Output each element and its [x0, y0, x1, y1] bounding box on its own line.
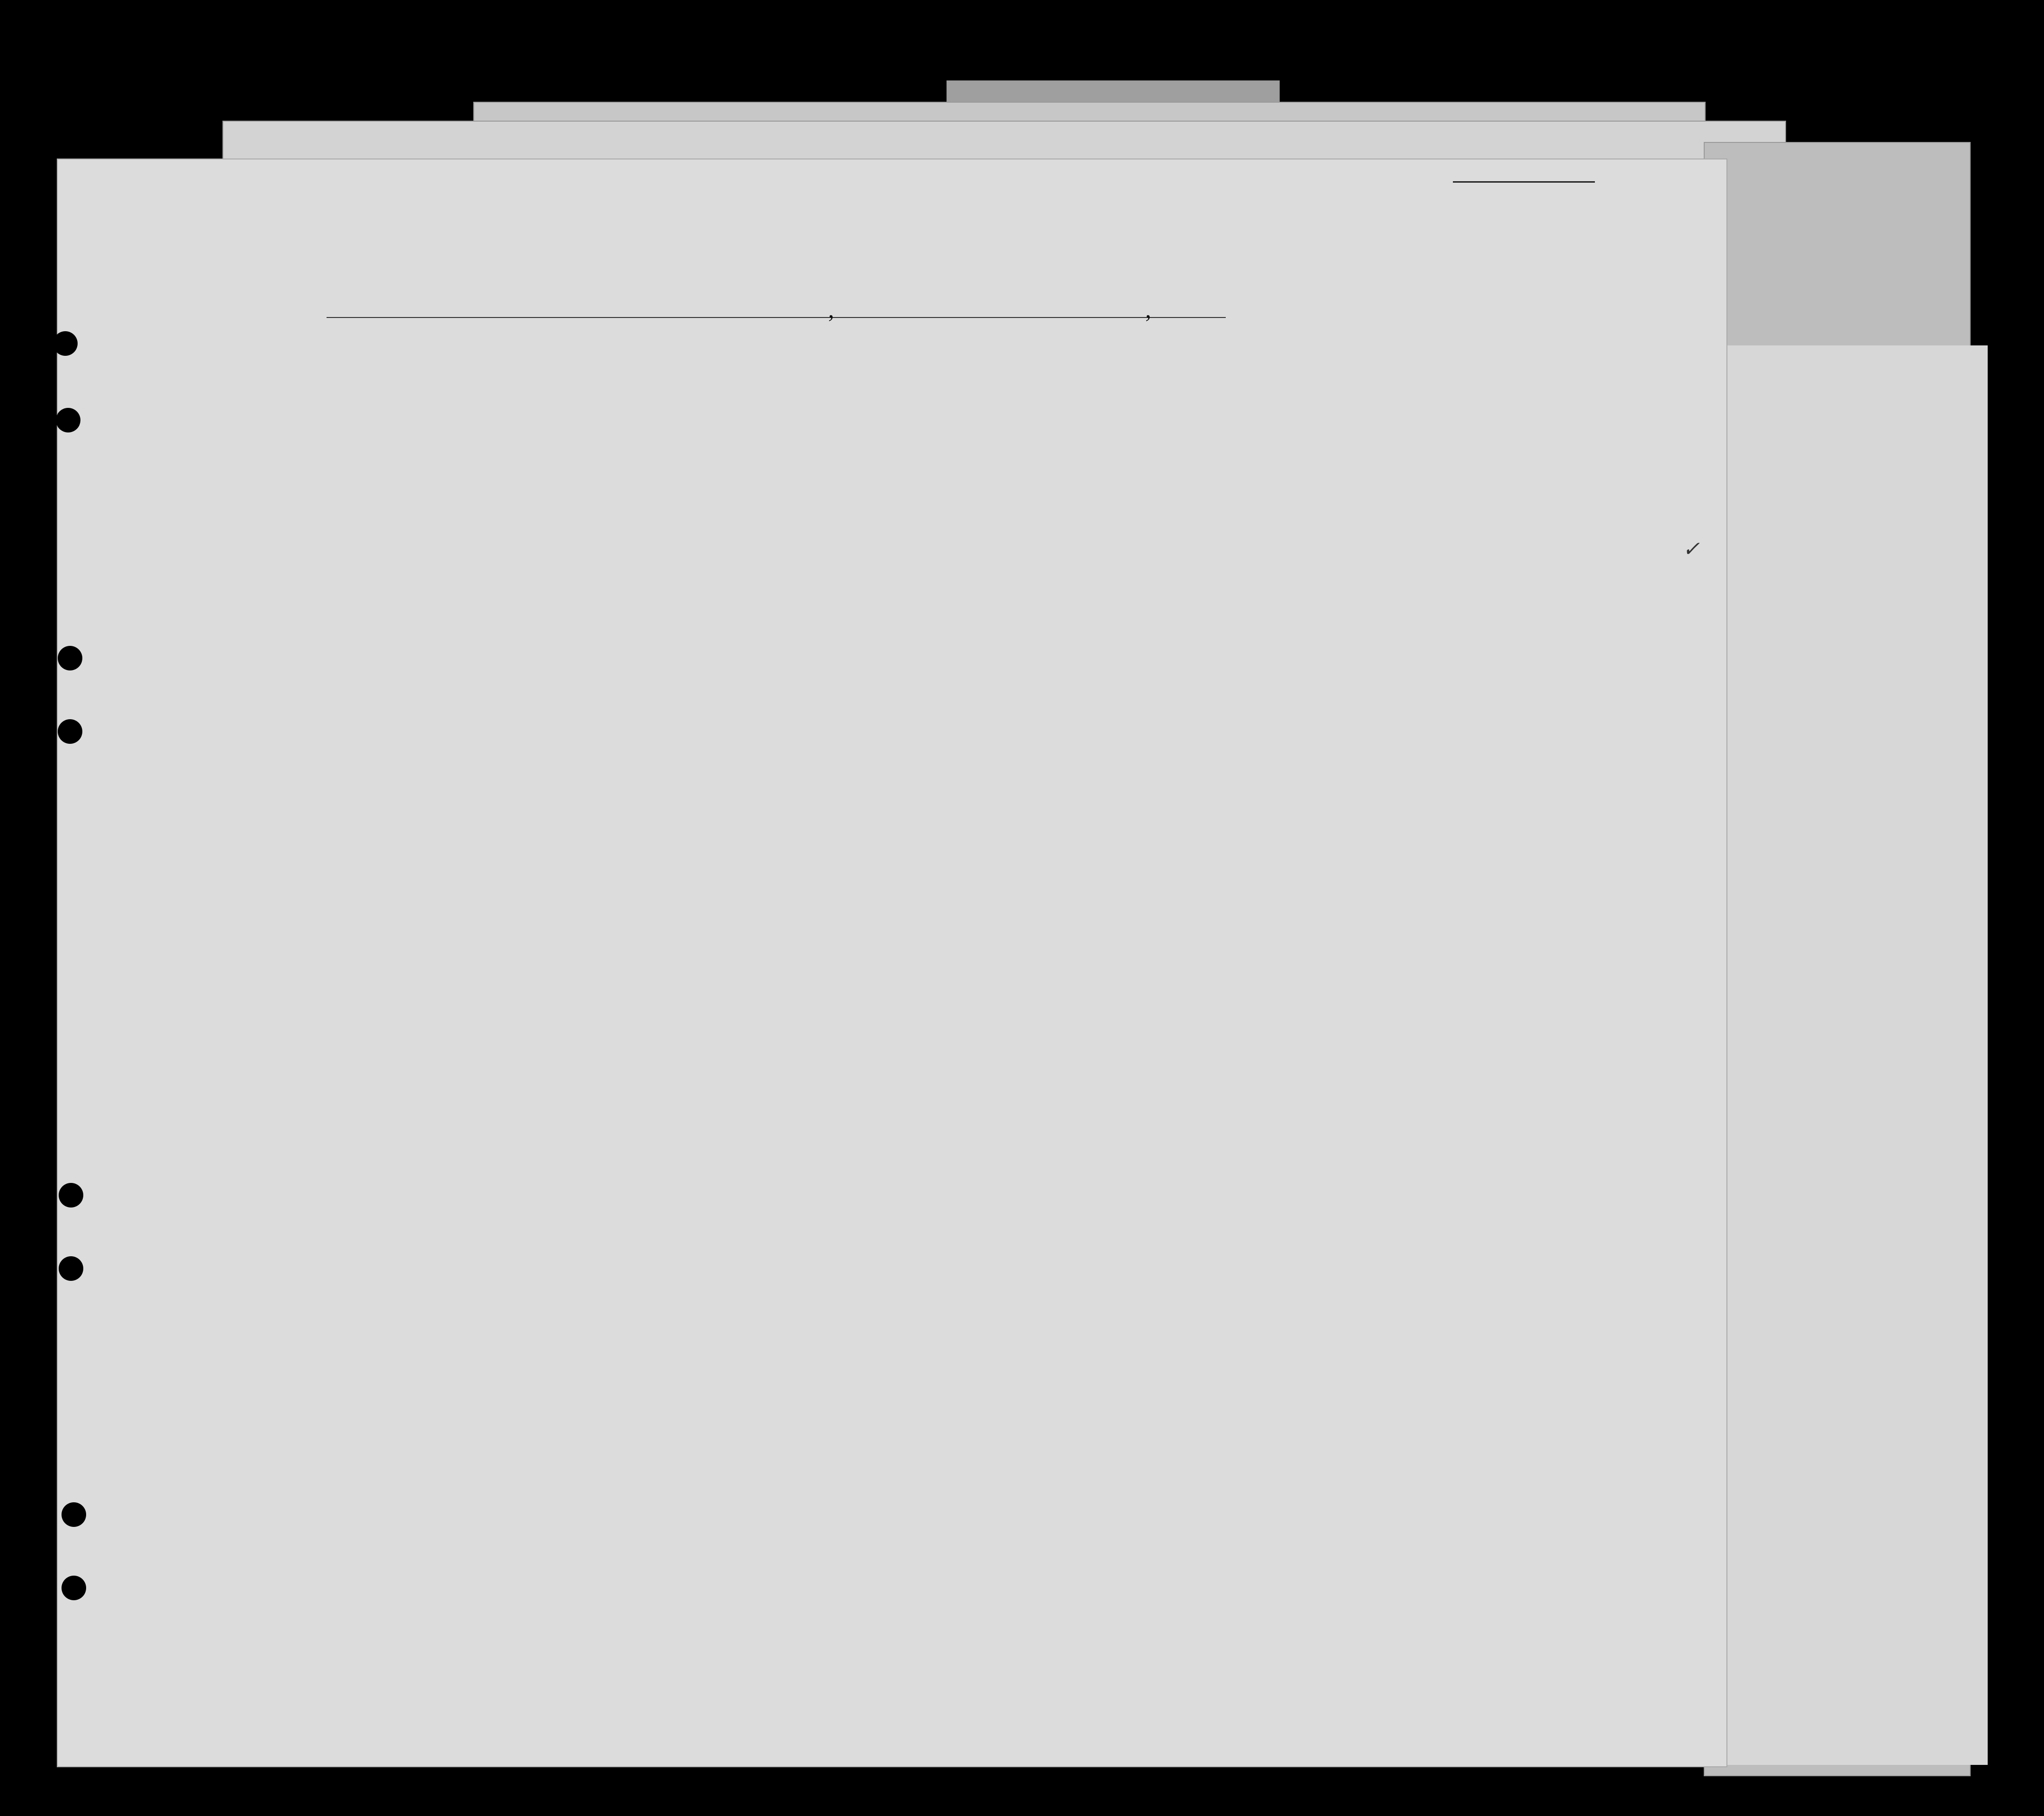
binder-hole — [59, 1183, 83, 1208]
comma: , — [828, 296, 834, 323]
visa-check-mark: ✓ — [1682, 537, 1700, 561]
binder-hole — [53, 331, 78, 356]
binder-hole — [58, 646, 82, 670]
binder-hole — [62, 1576, 86, 1600]
binder-hole — [56, 408, 80, 432]
binder-hole — [58, 719, 82, 744]
binder-hole — [59, 1256, 83, 1281]
binder-hole — [62, 1502, 86, 1527]
comma: , — [1145, 296, 1151, 323]
